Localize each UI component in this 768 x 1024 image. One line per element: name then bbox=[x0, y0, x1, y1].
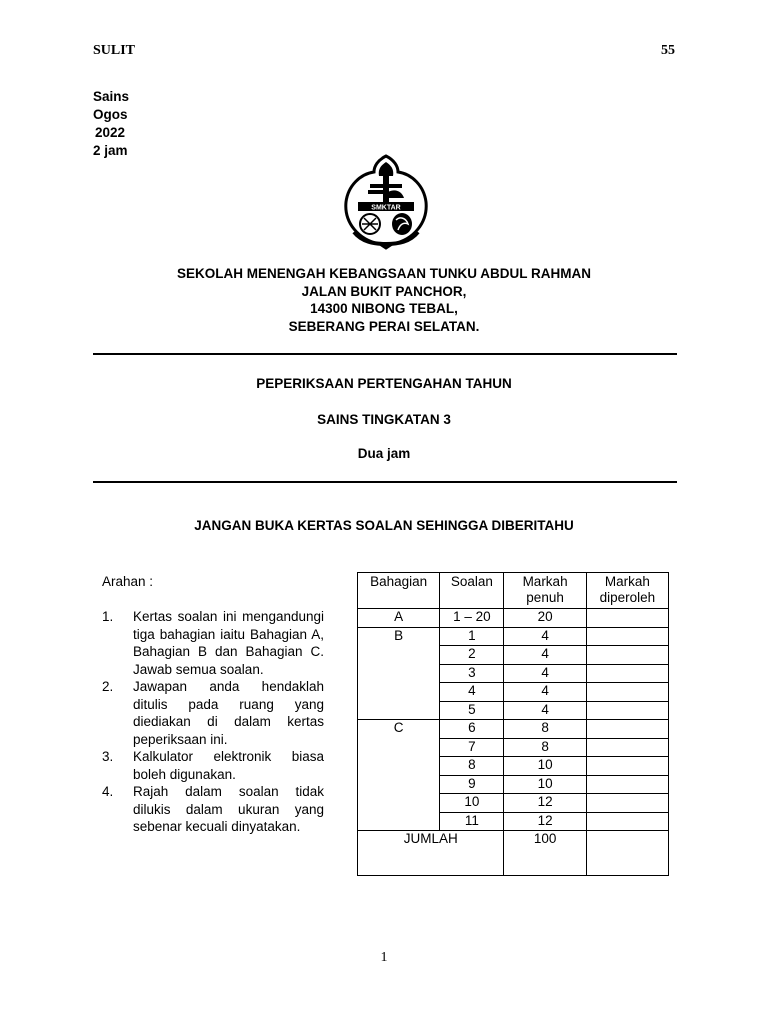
section-cell: B bbox=[358, 627, 440, 646]
obtained-marks-cell bbox=[586, 683, 668, 702]
section-cell bbox=[358, 664, 440, 683]
section-cell: C bbox=[358, 720, 440, 739]
instruction-item bbox=[102, 608, 324, 678]
instructions-list bbox=[102, 608, 324, 836]
school-info bbox=[0, 265, 768, 335]
obtained-marks-cell bbox=[586, 812, 668, 831]
page-number: 1 bbox=[380, 950, 388, 965]
obtained-marks-cell bbox=[586, 646, 668, 665]
table-row bbox=[358, 646, 669, 665]
full-marks-cell: 4 bbox=[504, 683, 586, 702]
full-marks-cell: 8 bbox=[504, 738, 586, 757]
instruction-number: 2. bbox=[102, 679, 114, 694]
instruction-text: Jawapan anda hendaklah ditulis pada ruang yang diediakan di dalam kertas peperiksaan ini. bbox=[133, 679, 324, 747]
instruction-number: 4. bbox=[102, 784, 114, 799]
school-crest-logo bbox=[340, 152, 432, 252]
meta-subject: Sains bbox=[93, 89, 130, 104]
marks-table bbox=[357, 572, 669, 876]
total-obtained-marks bbox=[586, 831, 668, 876]
exam-time: Dua jam bbox=[357, 446, 411, 461]
header-soalan: Soalan bbox=[440, 573, 504, 609]
meta-duration: 2 jam bbox=[93, 143, 128, 158]
instruction-text: Kertas soalan ini mengandungi tiga bahagian iaitu Bahagian A, Bahagian B dan Bahagian C. Jawab semua soalan. bbox=[133, 609, 324, 677]
logo-text: SMKTAR bbox=[371, 204, 401, 212]
question-cell: 7 bbox=[440, 738, 504, 757]
question-cell: 5 bbox=[440, 701, 504, 720]
obtained-marks-cell bbox=[586, 775, 668, 794]
table-header-row bbox=[358, 573, 669, 609]
exam-subject: SAINS TINGKATAN 3 bbox=[317, 412, 451, 427]
section-cell bbox=[358, 757, 440, 776]
full-marks-cell: 4 bbox=[504, 664, 586, 683]
obtained-marks-cell bbox=[586, 664, 668, 683]
instruction-item bbox=[102, 748, 324, 783]
question-cell: 3 bbox=[440, 664, 504, 683]
exam-warning: JANGAN BUKA KERTAS SOALAN SEHINGGA DIBERITAHU bbox=[194, 518, 574, 533]
full-marks-cell: 4 bbox=[504, 701, 586, 720]
full-marks-cell: 12 bbox=[504, 794, 586, 813]
full-marks-cell: 20 bbox=[504, 609, 586, 628]
section-cell bbox=[358, 683, 440, 702]
divider-bottom bbox=[93, 481, 677, 483]
instruction-item bbox=[102, 678, 324, 748]
total-label: JUMLAH bbox=[358, 831, 504, 876]
obtained-marks-cell bbox=[586, 701, 668, 720]
header-markah-diperoleh: Markah diperoleh bbox=[586, 573, 668, 609]
section-cell bbox=[358, 738, 440, 757]
obtained-marks-cell bbox=[586, 794, 668, 813]
table-row bbox=[358, 775, 669, 794]
obtained-marks-cell bbox=[586, 720, 668, 739]
full-marks-cell: 8 bbox=[504, 720, 586, 739]
instruction-text: Kalkulator elektronik biasa boleh digunakan. bbox=[133, 749, 324, 782]
question-cell: 8 bbox=[440, 757, 504, 776]
instruction-number: 1. bbox=[102, 609, 114, 624]
paper-meta bbox=[93, 88, 129, 160]
section-cell bbox=[358, 812, 440, 831]
question-cell: 10 bbox=[440, 794, 504, 813]
section-cell bbox=[358, 794, 440, 813]
school-name: SEKOLAH MENENGAH KEBANGSAAN TUNKU ABDUL RAHMAN bbox=[177, 266, 591, 281]
table-total-row bbox=[358, 831, 669, 876]
school-address-line-1: JALAN BUKIT PANCHOR, bbox=[301, 283, 467, 299]
school-address-line-2: 14300 NIBONG TEBAL, bbox=[310, 301, 458, 316]
paper-code: 55 bbox=[661, 43, 675, 58]
table-row bbox=[358, 757, 669, 776]
divider-top bbox=[93, 353, 677, 355]
table-row bbox=[358, 664, 669, 683]
full-marks-cell: 4 bbox=[504, 646, 586, 665]
meta-month: Ogos bbox=[93, 107, 128, 122]
obtained-marks-cell bbox=[586, 757, 668, 776]
table-row bbox=[358, 738, 669, 757]
question-cell: 9 bbox=[440, 775, 504, 794]
full-marks-cell: 10 bbox=[504, 775, 586, 794]
full-marks-cell: 4 bbox=[504, 627, 586, 646]
confidential-label: SULIT bbox=[93, 43, 136, 58]
obtained-marks-cell bbox=[586, 738, 668, 757]
full-marks-cell: 12 bbox=[504, 812, 586, 831]
question-cell: 2 bbox=[440, 646, 504, 665]
table-row bbox=[358, 794, 669, 813]
table-row bbox=[358, 812, 669, 831]
section-cell bbox=[358, 775, 440, 794]
table-row bbox=[358, 683, 669, 702]
section-cell: A bbox=[358, 609, 440, 628]
header-bahagian: Bahagian bbox=[358, 573, 440, 609]
section-cell bbox=[358, 646, 440, 665]
table-row bbox=[358, 627, 669, 646]
instruction-item bbox=[102, 783, 324, 836]
instructions-title: Arahan : bbox=[102, 574, 154, 589]
obtained-marks-cell bbox=[586, 627, 668, 646]
question-cell: 1 – 20 bbox=[440, 609, 504, 628]
question-cell: 11 bbox=[440, 812, 504, 831]
header-markah-penuh: Markah penuh bbox=[504, 573, 586, 609]
section-cell bbox=[358, 701, 440, 720]
instruction-number: 3. bbox=[102, 749, 114, 764]
meta-year: 2022 bbox=[95, 125, 126, 140]
total-full-marks: 100 bbox=[504, 831, 586, 876]
table-row bbox=[358, 609, 669, 628]
instruction-text: Rajah dalam soalan tidak dilukis dalam ukuran yang sebenar kecuali dinyatakan. bbox=[133, 784, 324, 834]
table-row bbox=[358, 701, 669, 720]
question-cell: 6 bbox=[440, 720, 504, 739]
question-cell: 4 bbox=[440, 683, 504, 702]
exam-title: PEPERIKSAAN PERTENGAHAN TAHUN bbox=[256, 376, 512, 391]
obtained-marks-cell bbox=[586, 609, 668, 628]
full-marks-cell: 10 bbox=[504, 757, 586, 776]
school-address-line-3: SEBERANG PERAI SELATAN. bbox=[288, 318, 480, 334]
question-cell: 1 bbox=[440, 627, 504, 646]
table-row bbox=[358, 720, 669, 739]
